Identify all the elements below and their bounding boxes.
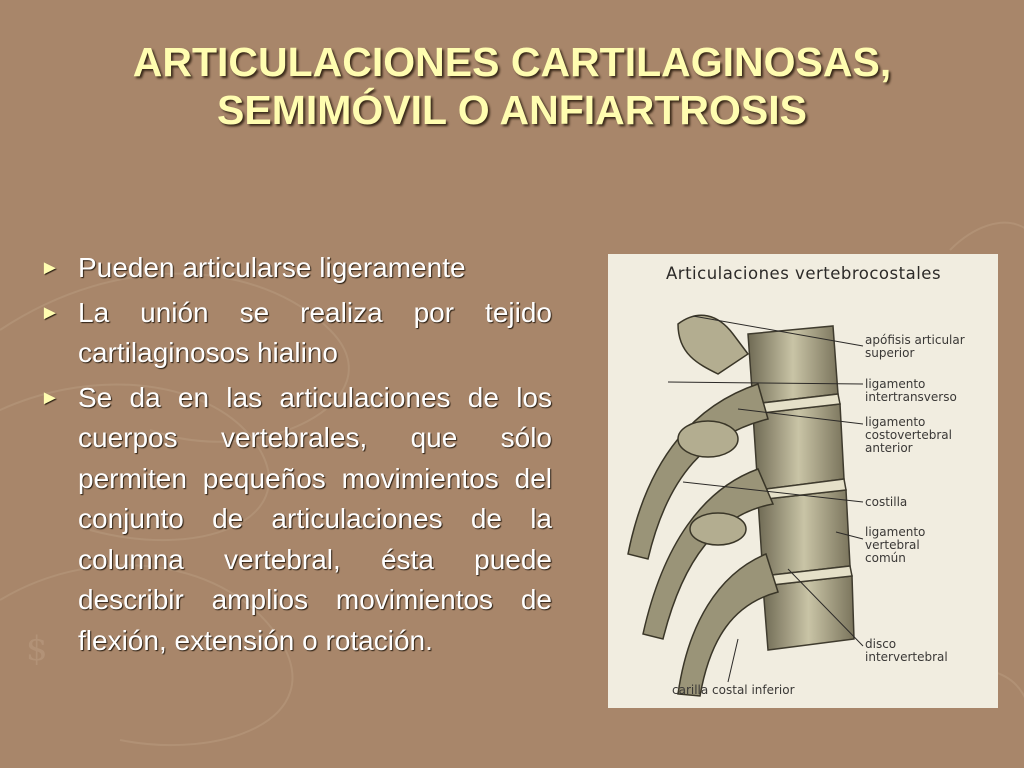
bullet-list bbox=[40, 248, 552, 665]
svg-text:$: $ bbox=[26, 629, 48, 669]
label-line: superior bbox=[865, 346, 915, 360]
title-line-1: ARTICULACIONES CARTILAGINOSAS, bbox=[132, 39, 892, 85]
bullet-text: Se da en las articulaciones de los cuerpos vertebrales, que sólo permiten pequeños movimientos del conjunto de articulaciones de la columna vertebral, ésta puede describir amplios movimientos de flexión, extensión o rotación. bbox=[78, 381, 552, 656]
label-line: disco bbox=[865, 637, 897, 651]
label-ligamento-costovertebral bbox=[865, 416, 952, 455]
bullet-arrow-icon: ► bbox=[40, 301, 60, 324]
label-line: vertebral bbox=[865, 538, 920, 552]
label-line: intervertebral bbox=[865, 650, 948, 664]
title-line-2: SEMIMÓVIL O ANFIARTROSIS bbox=[217, 87, 807, 133]
label-line: apófisis articular bbox=[865, 333, 965, 347]
bullet-item bbox=[40, 293, 552, 374]
slide-title bbox=[40, 38, 984, 134]
label-apofisis bbox=[865, 334, 965, 360]
label-line: carilla costal inferior bbox=[672, 683, 795, 697]
label-line: ligamento bbox=[865, 415, 926, 429]
label-line: ligamento bbox=[865, 525, 926, 539]
label-line: ligamento bbox=[865, 377, 926, 391]
label-ligamento-vertebral bbox=[865, 526, 925, 565]
label-disco bbox=[865, 638, 948, 664]
bullet-item bbox=[40, 378, 552, 662]
bullet-text: Pueden articularse ligeramente bbox=[78, 252, 466, 283]
bullet-arrow-icon: ► bbox=[40, 257, 60, 279]
label-line: intertransverso bbox=[865, 390, 957, 404]
label-line: anterior bbox=[865, 441, 913, 455]
label-line: costilla bbox=[865, 495, 908, 509]
label-costilla bbox=[865, 496, 907, 509]
label-line: común bbox=[865, 551, 906, 565]
label-line: costovertebral bbox=[865, 428, 952, 442]
figure-title: Articulaciones vertebrocostales bbox=[666, 264, 942, 283]
anatomy-figure bbox=[608, 254, 998, 708]
bullet-arrow-icon: ► bbox=[40, 386, 60, 409]
bullet-text: La unión se realiza por tejido cartilaginosos hialino bbox=[78, 296, 552, 368]
label-ligamento-intertransverso bbox=[865, 378, 957, 404]
bullet-item bbox=[40, 248, 552, 289]
label-carilla bbox=[672, 684, 795, 697]
